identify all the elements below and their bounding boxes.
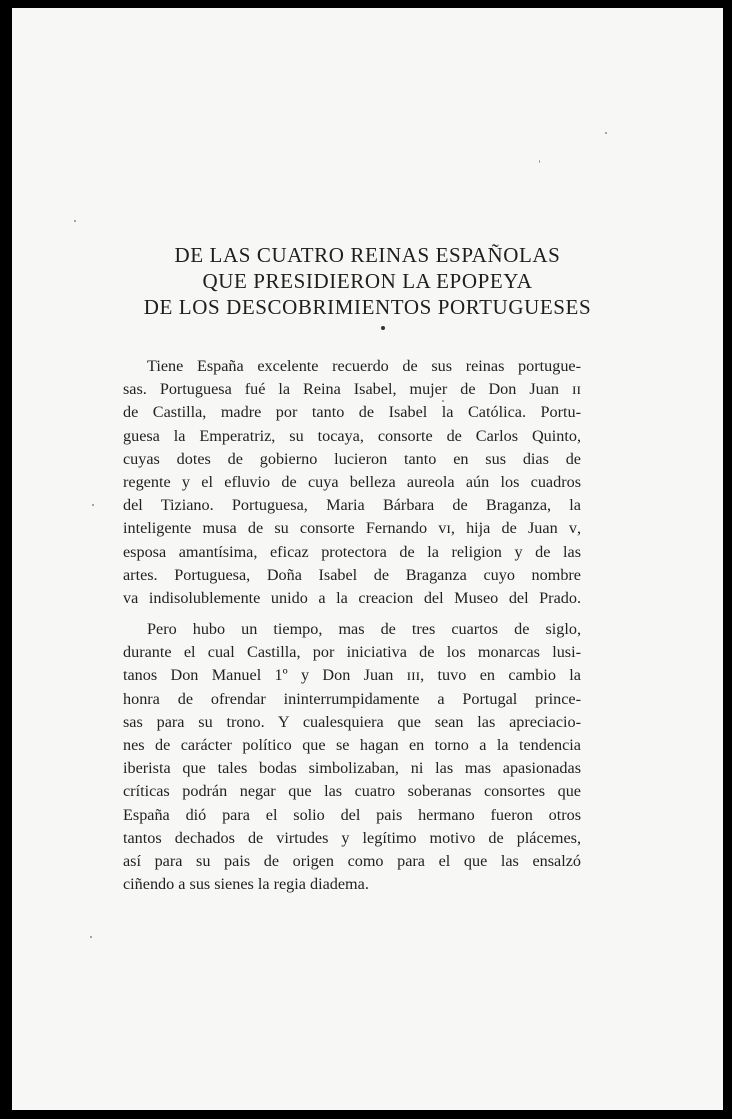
paragraph-1-line: cuyas dotes de gobierno lucieron tanto en sus dias de [123,449,581,468]
paragraph-2-line: iberista que tales bodas simbolizaban, ni las mas apasionadas [123,759,581,778]
scan-speck [92,504,94,506]
title-line-3: DE LOS DESCOBRIMIENTOS PORTUGUESES [143,295,592,319]
paragraph-2-line: Pero hubo un tiempo, mas de tres cuartos de siglo, [147,620,581,639]
paragraph-1-line: va indisolublemente unido a la creacion del Museo del Prado. [123,588,581,607]
scan-speck [605,132,607,134]
paragraph-1-line: regente y el efluvio de cuya belleza aureola aún los cuadros [123,472,581,491]
scan-speck [90,936,92,938]
paragraph-1-line: guesa la Emperatriz, su tocaya, consorte de Carlos Quinto, [123,426,581,445]
paragraph-2-line: críticas podrán negar que las cuatro soberanas consortes que [123,782,581,801]
title-line-1: DE LAS CUATRO REINAS ESPAÑOLAS [174,243,561,267]
scan-speck [74,220,76,222]
paragraph-1-line: Tiene España excelente recuerdo de sus reinas portugue- [147,357,581,375]
paragraph-1-line: esposa amantísima, eficaz protectora de la religion y de las [123,542,581,561]
paragraph-2-line: honra de ofrendar ininterrumpidamente a Portugal prince- [123,689,581,708]
scan-speck [442,400,444,402]
paragraph-2-line: tanos Don Manuel 1º y Don Juan ɪɪɪ, tuvo en cambio la [123,666,581,685]
paragraph-1-line: de Castilla, madre por tanto de Isabel la Católica. Portu- [123,403,581,422]
body-text [123,355,581,896]
paragraph-gap [123,610,581,618]
paragraph-2-line: ciñendo a sus sienes la regia diadema. [123,875,369,894]
paragraph-2-line: tantos dechados de virtudes y legítimo motivo de plácemes, [123,828,581,847]
title-line-2: QUE PRESIDIERON LA EPOPEYA [202,269,533,293]
paragraph-1-line: sas. Portuguesa fué la Reina Isabel, mujer de Don Juan ɪɪ [123,380,581,399]
paragraph-2-line: nes de carácter político que se hagan en torno a la tendencia [123,736,581,754]
paragraph-1-line: artes. Portuguesa, Doña Isabel de Braganza cuyo nombre [123,565,581,584]
scan-speck [539,160,540,163]
paragraph-2-line: sas para su trono. Y cualesquiera que sean las apreciacio- [123,712,581,731]
paragraph-2-line: durante el cual Castilla, por iniciativa de los monarcas lusi- [123,643,581,662]
title-ornament-dot [381,326,385,330]
paragraph-1-line: inteligente musa de su consorte Fernando ᴠɪ, hija de Juan ᴠ, [123,519,581,538]
paragraph-2-line: así para su pais de origen como para el que las ensalzó [123,851,581,870]
chapter-title [12,242,723,320]
page [12,8,723,1110]
paragraph-2-line: España dió para el solio del pais hermano fueron otros [123,805,581,824]
paragraph-1-line: del Tiziano. Portuguesa, Maria Bárbara de Braganza, la [123,496,581,515]
